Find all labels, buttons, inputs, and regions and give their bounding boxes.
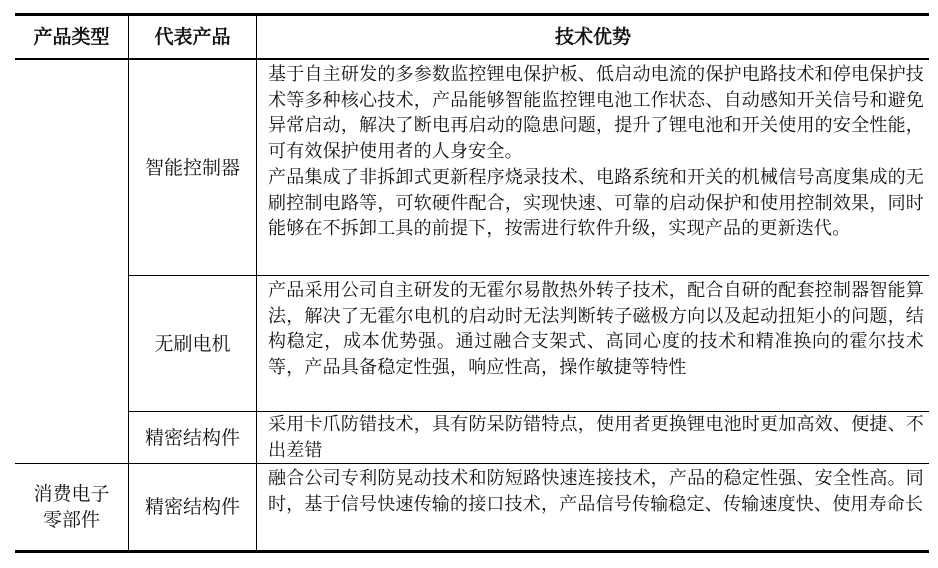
- row2-product: 无刷电机: [154, 332, 231, 355]
- row1-advantage-para1: 基于自主研发的多参数监控锂电保护板、低启动电流的保护电路技术和停电保护技术等多种核心技术，产品能够智能监控锂电池工作状态、自动感知开关信号和避免异常启动，解决了断电再启动的隐患问题，提升了锂电池和开关使用的安全性能，可有效保护使用者的人身安全。: [268, 64, 924, 163]
- row3-advantage: [268, 412, 924, 463]
- row4-product-type-line1: 消费电子: [33, 483, 110, 505]
- bottom-rule: [15, 550, 929, 553]
- row4-advantage-para1: 融合公司专利防晃动技术和防短路快速连接技术，产品的稳定性强、安全性高。同时，基于信号快速传输的接口技术，产品信号传输稳定、传输速度快、使用寿命长: [268, 468, 924, 515]
- row4-product: 精密结构件: [144, 496, 240, 518]
- row2-advantage-para1: 产品采用公司自主研发的无霍尔易散热外转子技术，配合自研的配套控制器智能算法，解决了无霍尔电机的启动时无法判断转子磁极方向以及起动扭矩小的问题，结构稳定，成本优势强。通过融合支架式、高同心度的技术和精准换向的霍尔技术等，产品具备稳定性强，响应性高，操作敏捷等特性: [268, 280, 924, 379]
- row1-advantage-para2: 产品集成了非拆卸式更新程序烧录技术、电路系统和开关的机械信号高度集成的无刷控制电路等，可软硬件配合，实现快速、可靠的启动保护和使用控制效果，同时能够在不拆卸工具的前提下，按需进行软件升级，实现产品的更新迭代。: [268, 166, 924, 240]
- header-representative-product: 代表产品: [154, 26, 231, 48]
- row4-product-type-line2: 零部件: [42, 509, 100, 531]
- row3-product: 精密结构件: [144, 426, 240, 449]
- col-divider-2: [256, 16, 257, 550]
- row4-product-type: [15, 464, 128, 550]
- row3-advantage-para1: 采用卡爪防错技术，具有防呆防错特点，使用者更换锂电池时更加高效、便捷、不出差错: [268, 414, 924, 461]
- header-technical-advantage: 技术优势: [554, 26, 631, 48]
- row2-advantage: [268, 278, 924, 381]
- row1-advantage: [268, 62, 924, 242]
- header-product-type: 产品类型: [33, 26, 110, 48]
- row4-advantage: [268, 466, 924, 517]
- row1-product: 智能控制器: [144, 156, 240, 179]
